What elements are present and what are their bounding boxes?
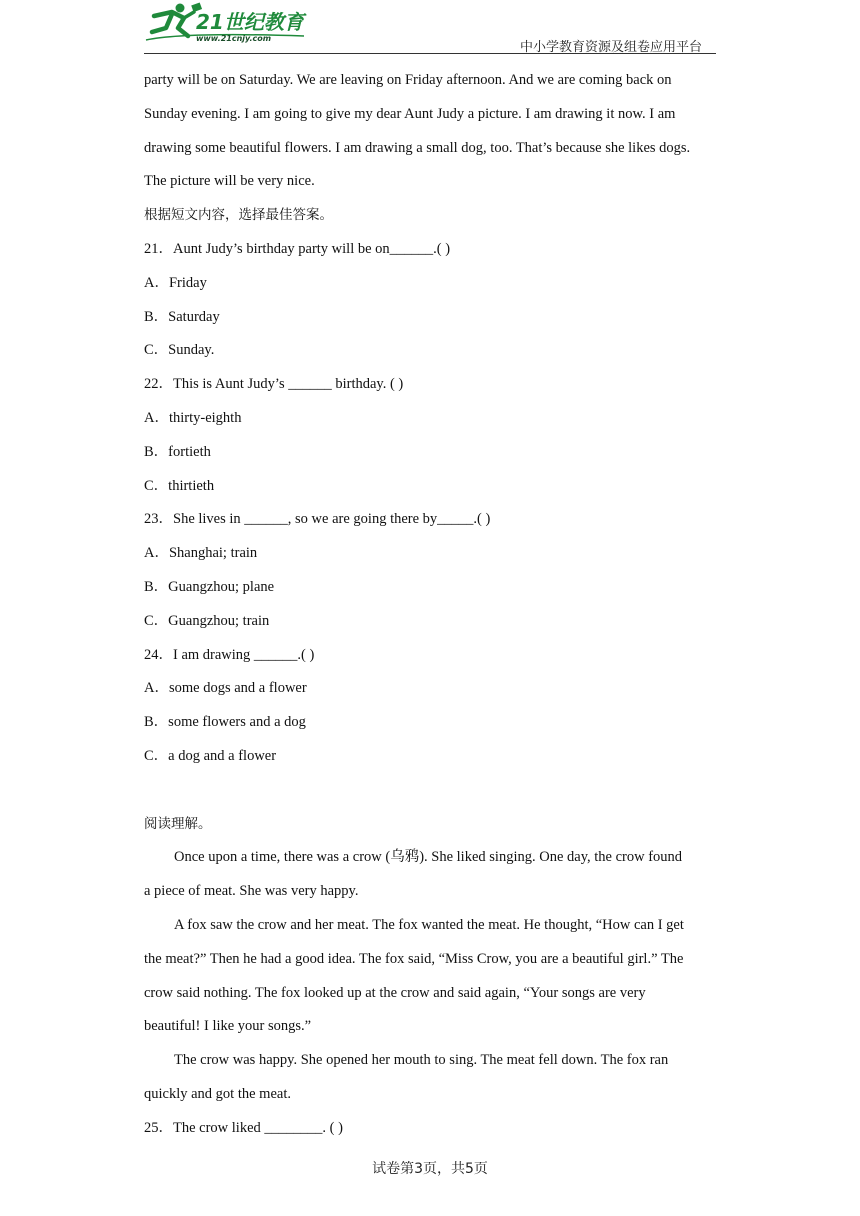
- question-21-option-a: A．Friday: [144, 274, 207, 291]
- instruction-choose-best: 根据短文内容，选择最佳答案。: [144, 207, 333, 224]
- passage2-line: quickly and got the meat.: [144, 1085, 291, 1102]
- question-24-option-b: B．some flowers and a dog: [144, 714, 306, 731]
- question-23-stem: 23．She lives in ______, so we are going there by_____.( ): [144, 511, 491, 528]
- question-22-option-b: B．fortieth: [144, 443, 211, 460]
- passage1-line: The picture will be very nice.: [144, 173, 315, 190]
- section-spacer: [144, 774, 720, 808]
- question-21-option-c: C．Sunday.: [144, 342, 215, 359]
- logo: [144, 2, 314, 44]
- passage2-line: A fox saw the crow and her meat. The fox wanted the meat. He thought, “How can I get: [174, 916, 684, 933]
- platform-name: 中小学教育资源及组卷应用平台: [519, 40, 702, 55]
- logo-url: www.21cnjy.com: [196, 34, 272, 43]
- instruction-reading: 阅读理解。: [144, 815, 212, 832]
- passage1-line: drawing some beautiful flowers. I am drawing a small dog, too. That’s because she likes dogs.: [144, 139, 691, 156]
- passage1-line: party will be on Saturday. We are leaving on Friday afternoon. And we are coming back on: [144, 72, 672, 88]
- logo-text: 21世纪教育: [196, 10, 304, 34]
- question-23-option-b: B．Guangzhou; plane: [144, 578, 275, 595]
- passage2-line: crow said nothing. The fox looked up at the crow and said again, “Your songs are very: [144, 984, 646, 1001]
- header-divider: [144, 53, 716, 54]
- passage2-line: the meat?” Then he had a good idea. The fox said, “Miss Crow, you are a beautiful girl.” The: [144, 950, 684, 967]
- page-header: [144, 0, 716, 55]
- passage1-line: Sunday evening. I am going to give my dear Aunt Judy a picture. I am drawing it now. I am: [144, 105, 676, 122]
- question-24-stem: 24．I am drawing ______.( ): [144, 646, 315, 663]
- question-21-option-b: B．Saturday: [144, 308, 220, 325]
- question-23-option-c: C．Guangzhou; train: [144, 612, 270, 629]
- question-25-stem: 25．The crow liked ________. ( ): [144, 1119, 343, 1136]
- exam-content: [144, 64, 720, 1146]
- question-22-stem: 22．This is Aunt Judy’s ______ birthday. ( ): [144, 376, 404, 393]
- question-22-option-c: C．thirtieth: [144, 477, 215, 494]
- question-23-option-a: A．Shanghai; train: [144, 545, 258, 562]
- question-24-option-c: C．a dog and a flower: [144, 747, 277, 764]
- passage2-line: The crow was happy. She opened her mouth to sing. The meat fell down. The fox ran: [174, 1052, 669, 1069]
- passage2-line: Once upon a time, there was a crow (乌鸦). She liked singing. One day, the crow found: [174, 849, 683, 866]
- passage2-line: a piece of meat. She was very happy.: [144, 883, 359, 900]
- question-24-option-a: A．some dogs and a flower: [144, 680, 307, 697]
- page-footer: 试卷第3页，共5页: [372, 1161, 488, 1177]
- question-22-option-a: A．thirty-eighth: [144, 409, 242, 426]
- passage2-line: beautiful! I like your songs.”: [144, 1018, 312, 1035]
- question-21-stem: 21．Aunt Judy’s birthday party will be on______.( ): [144, 240, 451, 257]
